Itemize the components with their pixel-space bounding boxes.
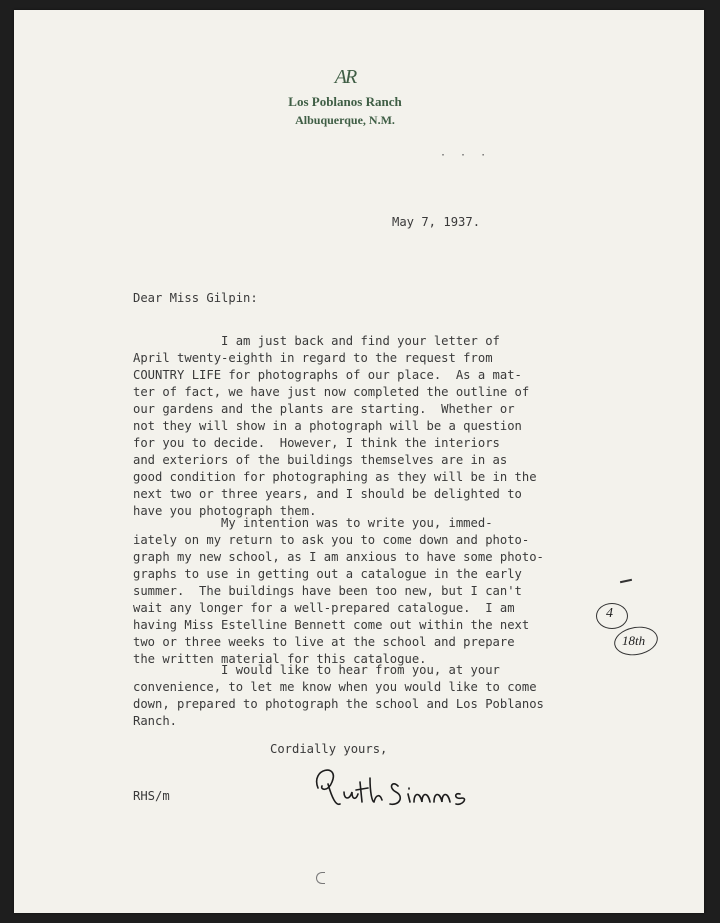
letterhead — [270, 66, 420, 129]
letter-closing: Cordially yours, — [270, 742, 388, 756]
pencil-mark — [316, 872, 325, 884]
letter-paragraph-1: I am just back and find your letter of April twenty-eighth in regard to the request from COUNTRY LIFE for photographs of our place. As a mat- ter of fact, we have just now completed the outline of our gardens and the plants are starting. Whether or not they will show in a photograph will be a question for you to decide. However, I think the interiors and exteriors of the buildings themselves are in as good condition for photographing as they will be in the next two or three years, and I should be delighted to have you photograph them. — [133, 334, 537, 518]
letter-paragraph-3: I would like to hear from you, at your convenience, to let me know when you would like to come down, prepared to photograph the school and Los Poblanos Ranch. — [133, 663, 544, 728]
letterhead-monogram: AR — [334, 66, 356, 88]
letter-date: May 7, 1937. — [392, 215, 481, 229]
handwritten-signature — [300, 758, 500, 818]
annotation-number: 4 — [606, 606, 613, 621]
annotation-day: 18th — [622, 633, 646, 648]
letter-paragraph-2: My intention was to write you, immed- iately on my return to ask you to come down and photo- graph my new school, as I am anxious to have some photo- graphs to use in getting out a catalogue in the early summer. The buildings have been too new, but I can't wait any longer for a well-prepared catalogue. I am having Miss Estelline Bennett come out within the next two or three weeks to live at the school and prepare the written material for this catalogue. — [133, 516, 544, 666]
typist-initials: RHS/m — [133, 789, 170, 803]
letter-salutation: Dear Miss Gilpin: — [133, 291, 258, 305]
letterhead-name: Los Poblanos Ranch — [288, 94, 402, 109]
decorative-dots: · · · — [440, 150, 491, 161]
letterhead-place: Albuquerque, N.M. — [295, 113, 395, 127]
